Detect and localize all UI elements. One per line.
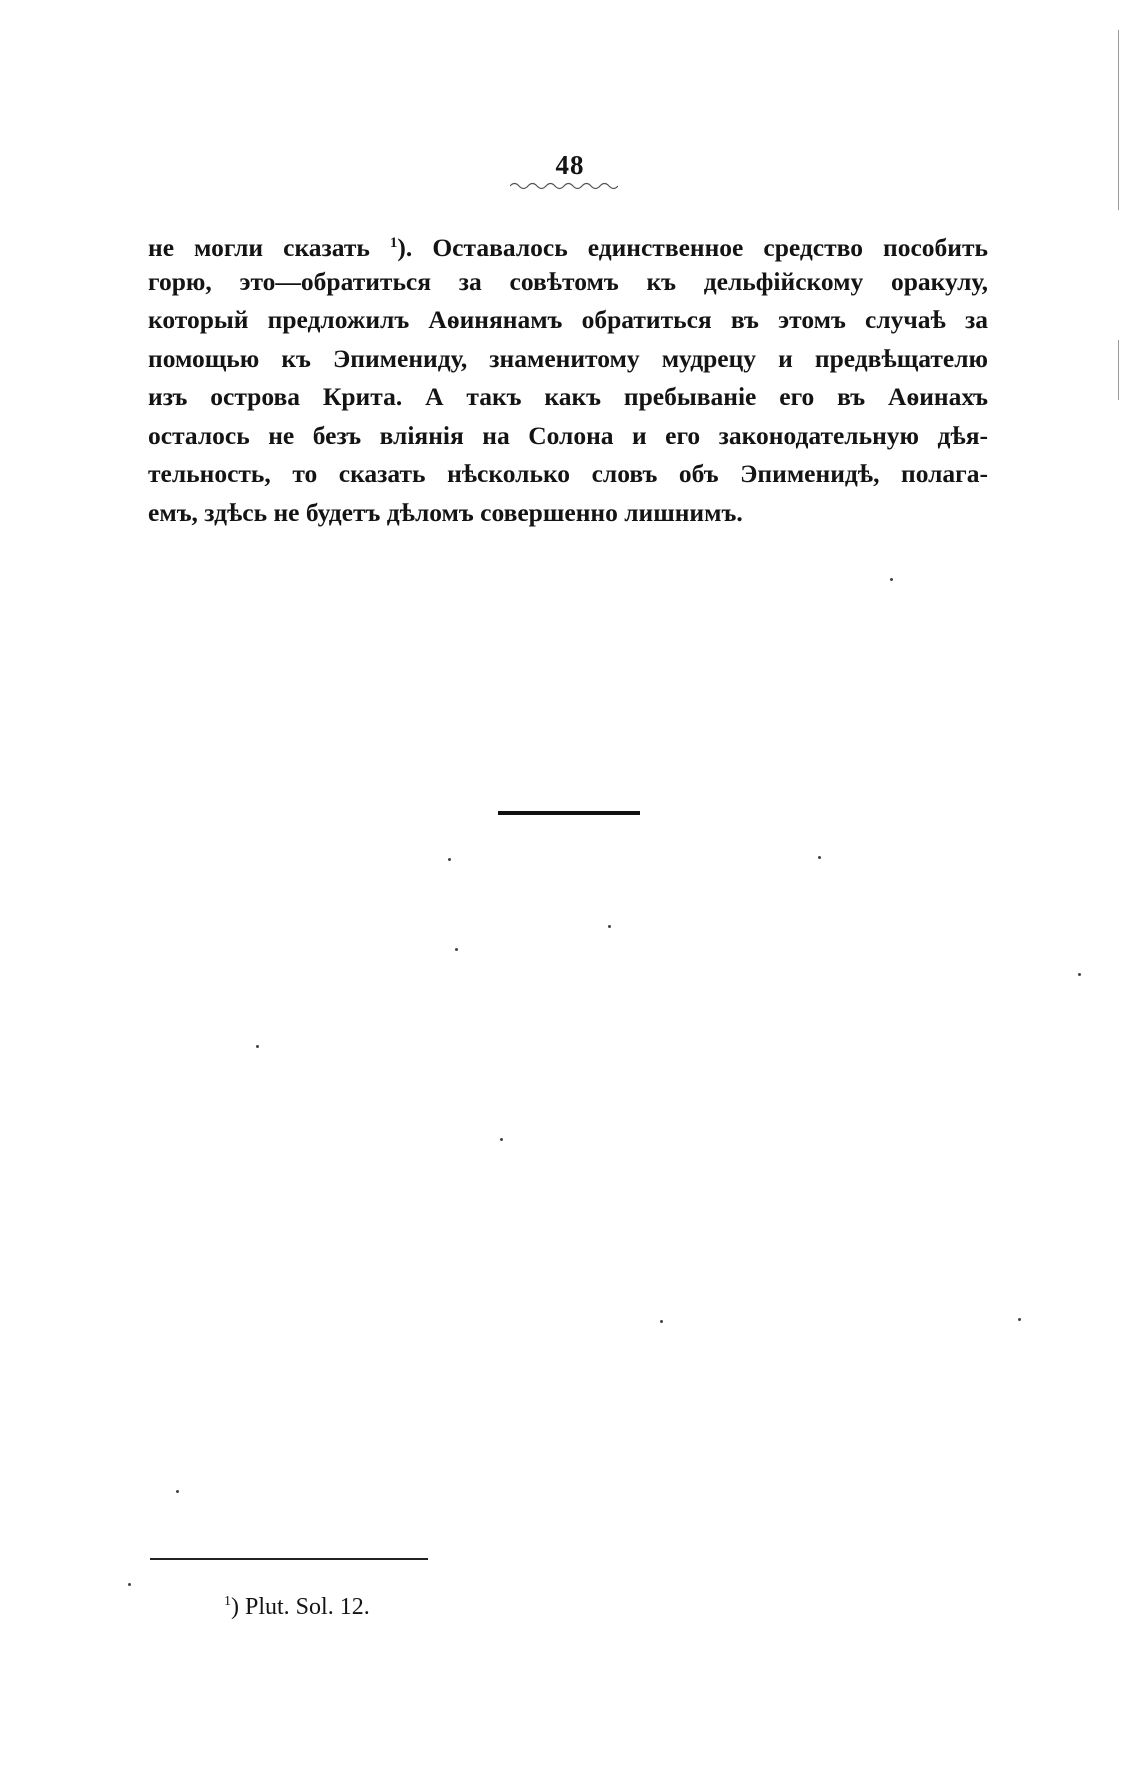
scan-speck bbox=[1078, 973, 1081, 976]
footnote-text: ) Plut. Sol. 12. bbox=[231, 1594, 370, 1620]
scan-speck bbox=[660, 1320, 663, 1323]
scan-edge-line bbox=[1118, 30, 1119, 210]
footnote-reference: 1 bbox=[389, 235, 398, 251]
scan-speck bbox=[500, 1138, 503, 1141]
page-number-ornament bbox=[510, 180, 618, 190]
paragraph-line-3: который предложилъ Аѳинянамъ обратиться въ этомъ случаѣ за bbox=[148, 305, 988, 334]
scan-speck bbox=[448, 858, 451, 861]
scan-speck bbox=[608, 925, 611, 928]
scan-speck bbox=[890, 578, 893, 581]
footnote bbox=[224, 1594, 370, 1621]
scan-speck bbox=[128, 1583, 131, 1586]
footnote-marker: 1 bbox=[224, 1594, 231, 1609]
paragraph-line-1 bbox=[148, 224, 988, 263]
line-1-start: не могли сказать bbox=[148, 233, 390, 262]
scan-speck bbox=[818, 856, 821, 859]
scan-speck bbox=[455, 948, 458, 951]
line-1-end: ). Оставалось единственное средство пособить bbox=[397, 233, 988, 262]
paragraph-line-5: изъ острова Крита. А такъ какъ пребываніе его въ Аѳинахъ bbox=[148, 382, 988, 411]
footnote-rule bbox=[150, 1558, 428, 1560]
scan-edge-line bbox=[1118, 340, 1119, 400]
page-number: 48 bbox=[555, 150, 585, 180]
scan-speck bbox=[256, 1045, 259, 1048]
scan-speck bbox=[1018, 1318, 1021, 1321]
paragraph-line-7: тельность, то сказать нѣсколько словъ объ Эпименидѣ, полага- bbox=[148, 459, 988, 488]
paragraph-line-4: помощью къ Эпимениду, знаменитому мудрецу и предвѣщателю bbox=[148, 343, 988, 373]
main-paragraph bbox=[148, 224, 988, 532]
paragraph-line-6: осталось не безъ вліянія на Солона и его законодательную дѣя- bbox=[148, 420, 988, 450]
scan-speck bbox=[176, 1490, 179, 1493]
section-separator bbox=[498, 811, 640, 815]
paragraph-line-8: емъ, здѣсь не будетъ дѣломъ совершенно лишнимъ. bbox=[148, 497, 743, 527]
paragraph-line-2: горю, это—обратиться за совѣтомъ къ дельфійскому оракулу, bbox=[148, 266, 988, 296]
